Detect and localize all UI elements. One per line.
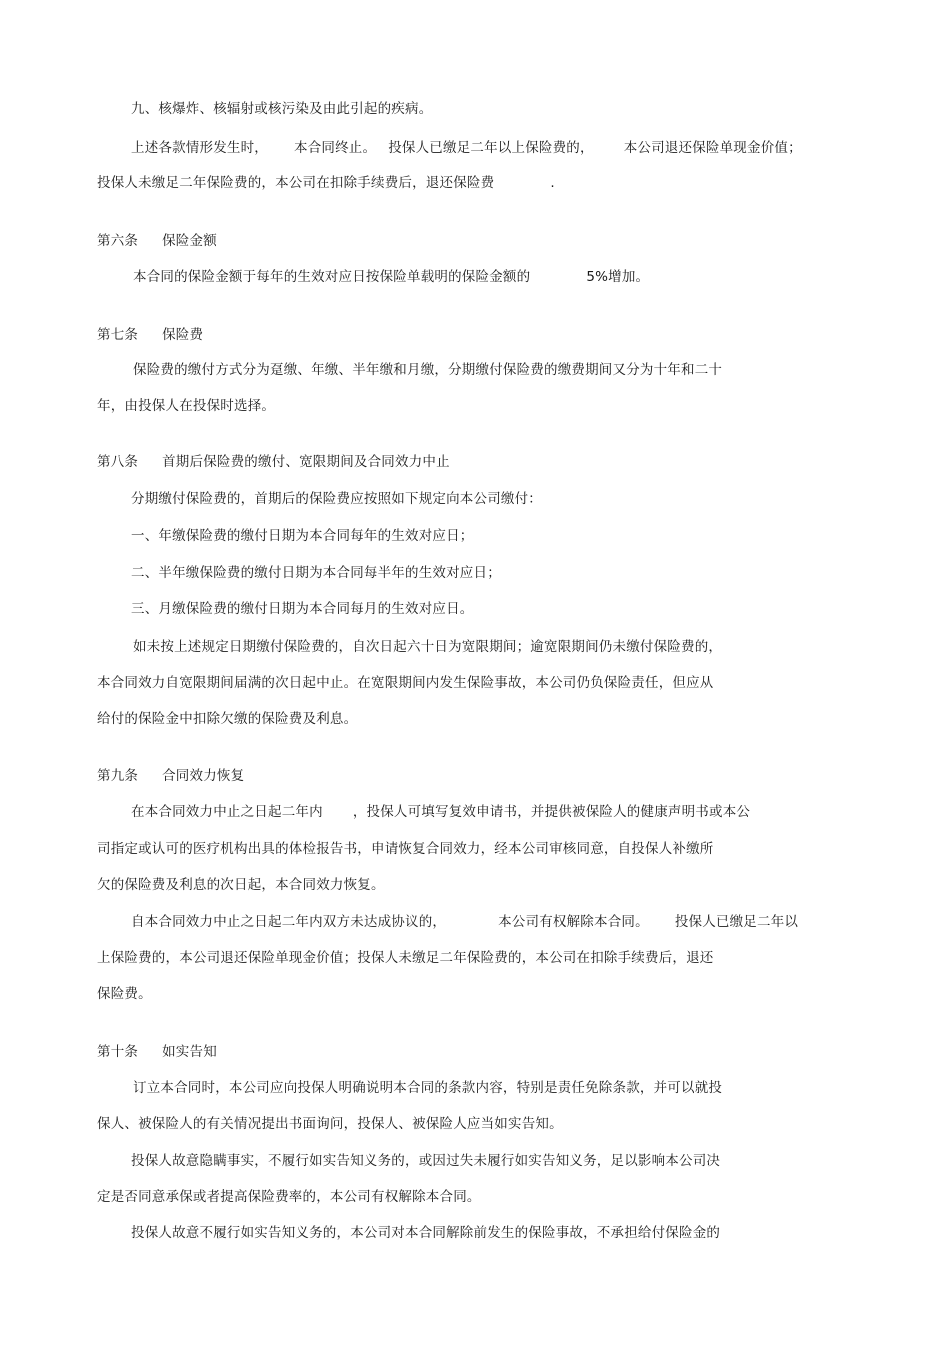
clause-8-grace-line-3: 给付的保险金中扣除欠缴的保险费及利息。 [97,711,358,727]
clause-8-grace-line-2: 本合同效力自宽限期间届满的次日起中止。在宽限期间内发生保险事故，本公司仍负保险责任，但应从 [97,675,714,691]
clause-10-heading: 第十条 如实告知 [97,1044,217,1060]
termination-paragraph-line-2: 投保人未缴足二年保险费的，本公司在扣除手续费后，退还保险费 . [97,175,555,191]
exclusion-item-9: 九、核爆炸、核辐射或核污染及由此引起的疾病。 [131,101,433,117]
clause-9-heading: 第九条 合同效力恢复 [97,768,245,784]
clause-8-item-1: 一、年缴保险费的缴付日期为本合同每年的生效对应日； [131,528,474,544]
clause-8-item-3: 三、月缴保险费的缴付日期为本合同每月的生效对应日。 [131,601,474,617]
clause-9-para-2-line-3: 保险费。 [97,986,152,1002]
clause-7-heading: 第七条 保险费 [97,327,204,343]
clause-10-para-2-line-2: 定是否同意承保或者提高保险费率的，本公司有权解除本合同。 [97,1189,481,1205]
clause-10-para-1-line-2: 保人、被保险人的有关情况提出书面询问，投保人、被保险人应当如实告知。 [97,1116,563,1132]
clause-9-para-1-line-2: 司指定或认可的医疗机构出具的体检报告书，申请恢复合同效力，经本公司审核同意，自投保人补缴所 [97,841,714,857]
clause-10-para-3-line-1: 投保人故意不履行如实告知义务的，本公司对本合同解除前发生的保险事故，不承担给付保险金的 [131,1225,721,1241]
clause-9-para-1-line-1: 在本合同效力中止之日起二年内 ，投保人可填写复效申请书，并提供被保险人的健康声明书或本公 [131,804,751,820]
clause-9-para-1-line-3: 欠的保险费及利息的次日起，本合同效力恢复。 [97,877,385,893]
clause-7-line-1: 保险费的缴付方式分为趸缴、年缴、半年缴和月缴，分期缴付保险费的缴费期间又分为十年和二十 [133,362,723,378]
clause-8-heading: 第八条 首期后保险费的缴付、宽限期间及合同效力中止 [97,454,450,470]
clause-6-paragraph: 本合同的保险金额于每年的生效对应日按保险单载明的保险金额的 5%增加。 [133,269,650,285]
clause-8-item-2: 二、半年缴保险费的缴付日期为本合同每半年的生效对应日； [131,565,501,581]
clause-9-para-2-line-2: 上保险费的，本公司退还保险单现金价值；投保人未缴足二年保险费的，本公司在扣除手续费后，退还 [97,950,714,966]
clause-9-para-2-line-1: 自本合同效力中止之日起二年内双方未达成协议的， 本公司有权解除本合同。 投保人已缴足二年以 [131,914,799,930]
clause-6-heading: 第六条 保险金额 [97,233,217,249]
clause-10-para-1-line-1: 订立本合同时，本公司应向投保人明确说明本合同的条款内容，特别是责任免除条款，并可以就投 [133,1080,723,1096]
termination-paragraph-line-1: 上述各款情形发生时， 本合同终止。 投保人已缴足二年以上保险费的， 本公司退还保险单现金价值； [131,140,802,156]
clause-7-line-2: 年，由投保人在投保时选择。 [97,398,276,414]
clause-10-para-2-line-1: 投保人故意隐瞒事实，不履行如实告知义务的，或因过失未履行如实告知义务，足以影响本公司决 [131,1153,721,1169]
clause-8-grace-line-1: 如未按上述规定日期缴付保险费的，自次日起六十日为宽限期间；逾宽限期间仍未缴付保险费的， [133,639,723,655]
clause-8-intro: 分期缴付保险费的，首期后的保险费应按照如下规定向本公司缴付： [131,491,542,507]
